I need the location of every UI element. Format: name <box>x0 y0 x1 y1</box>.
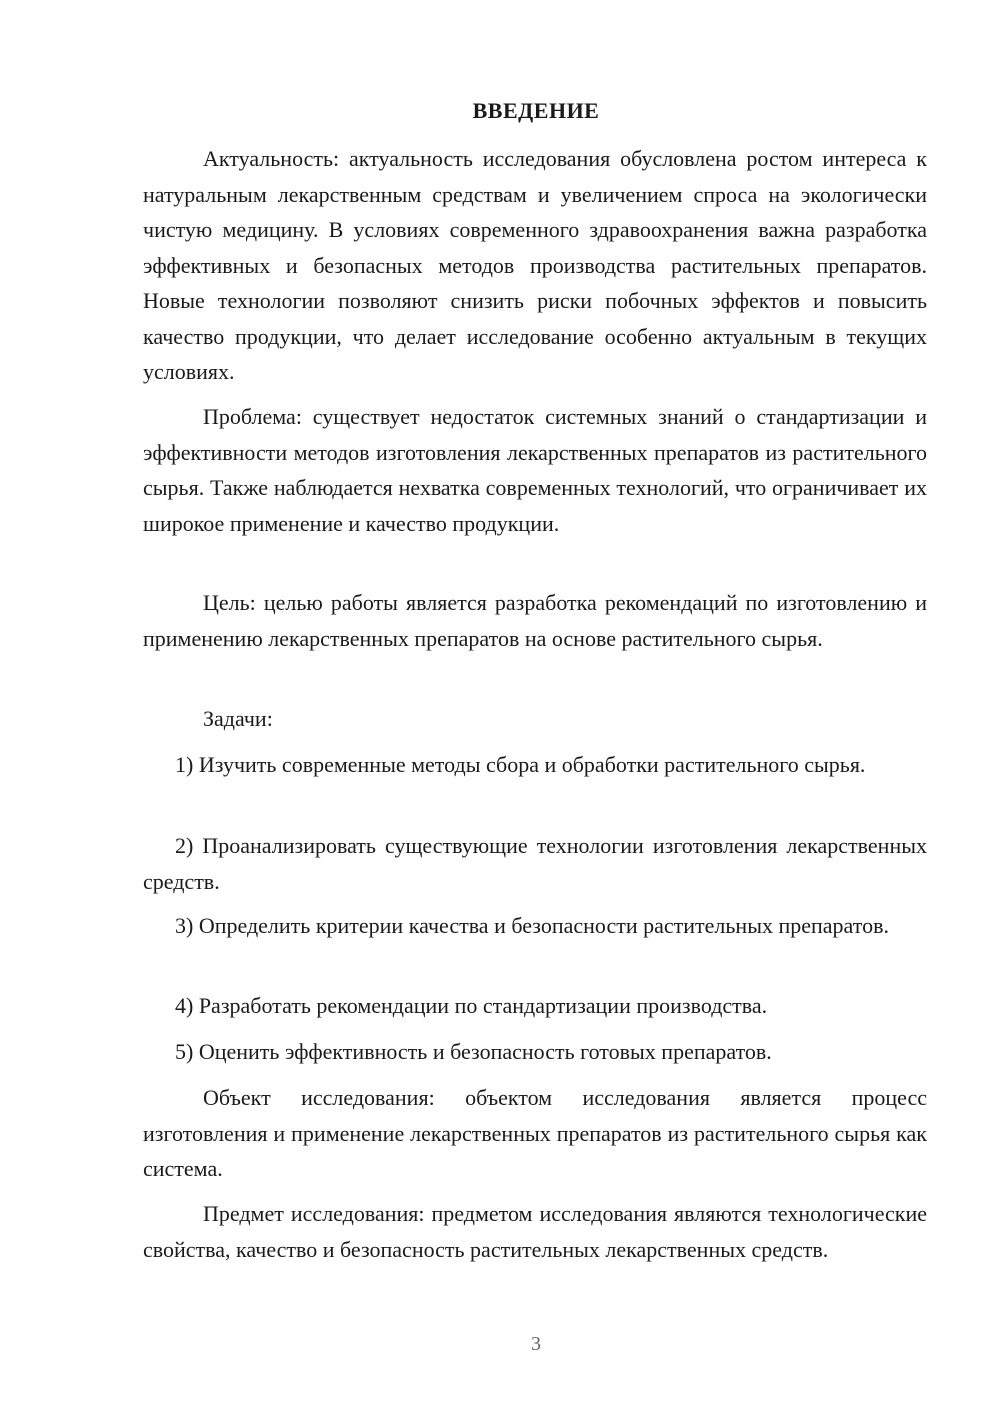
page-number: 3 <box>531 1333 541 1355</box>
tasks-heading: Задачи: <box>203 706 273 731</box>
task-item-3: 3) Определить критерии качества и безопасности растительных препаратов. <box>175 913 889 938</box>
paragraph-subject: Предмет исследования: предметом исследования являются технологические свойства, качество и безопасность растительных лекарственных средств. <box>143 1201 927 1262</box>
paragraph-goal: Цель: целью работы является разработка рекомендаций по изготовлению и применению лекарственных препаратов на основе растительного сырья. <box>143 590 927 651</box>
paragraph-object: Объект исследования: объектом исследования является процесс изготовления и применение лекарственных препаратов из растительного сырья как система. <box>143 1085 927 1181</box>
paragraph-problem: Проблема: существует недостаток системных знаний о стандартизации и эффективности методов изготовления лекарственных препаратов из растительного сырья. Также наблюдается нехватка современных технологий, что ограничивает их широкое применение и качество продукции. <box>143 404 927 536</box>
task-item-5: 5) Оценить эффективность и безопасность готовых препаратов. <box>175 1039 772 1064</box>
paragraph-relevance: Актуальность: актуальность исследования обусловлена ростом интереса к натуральным лекарственным средствам и увеличением спроса на экологически чистую медицину. В условиях современного здравоохранения важна разработка эффективных и безопасных методов производства растительных препаратов. Новые технологии позволяют снизить риски побочных эффектов и повысить качество продукции, что делает исследование особенно актуальным в текущих условиях. <box>143 146 927 384</box>
section-title: ВВЕДЕНИЕ <box>472 98 600 123</box>
task-item-2: 2) Проанализировать существующие технологии изготовления лекарственных средств. <box>143 833 927 894</box>
task-item-4: 4) Разработать рекомендации по стандартизации производства. <box>175 993 768 1018</box>
task-item-1: 1) Изучить современные методы сбора и обработки растительного сырья. <box>175 752 866 777</box>
